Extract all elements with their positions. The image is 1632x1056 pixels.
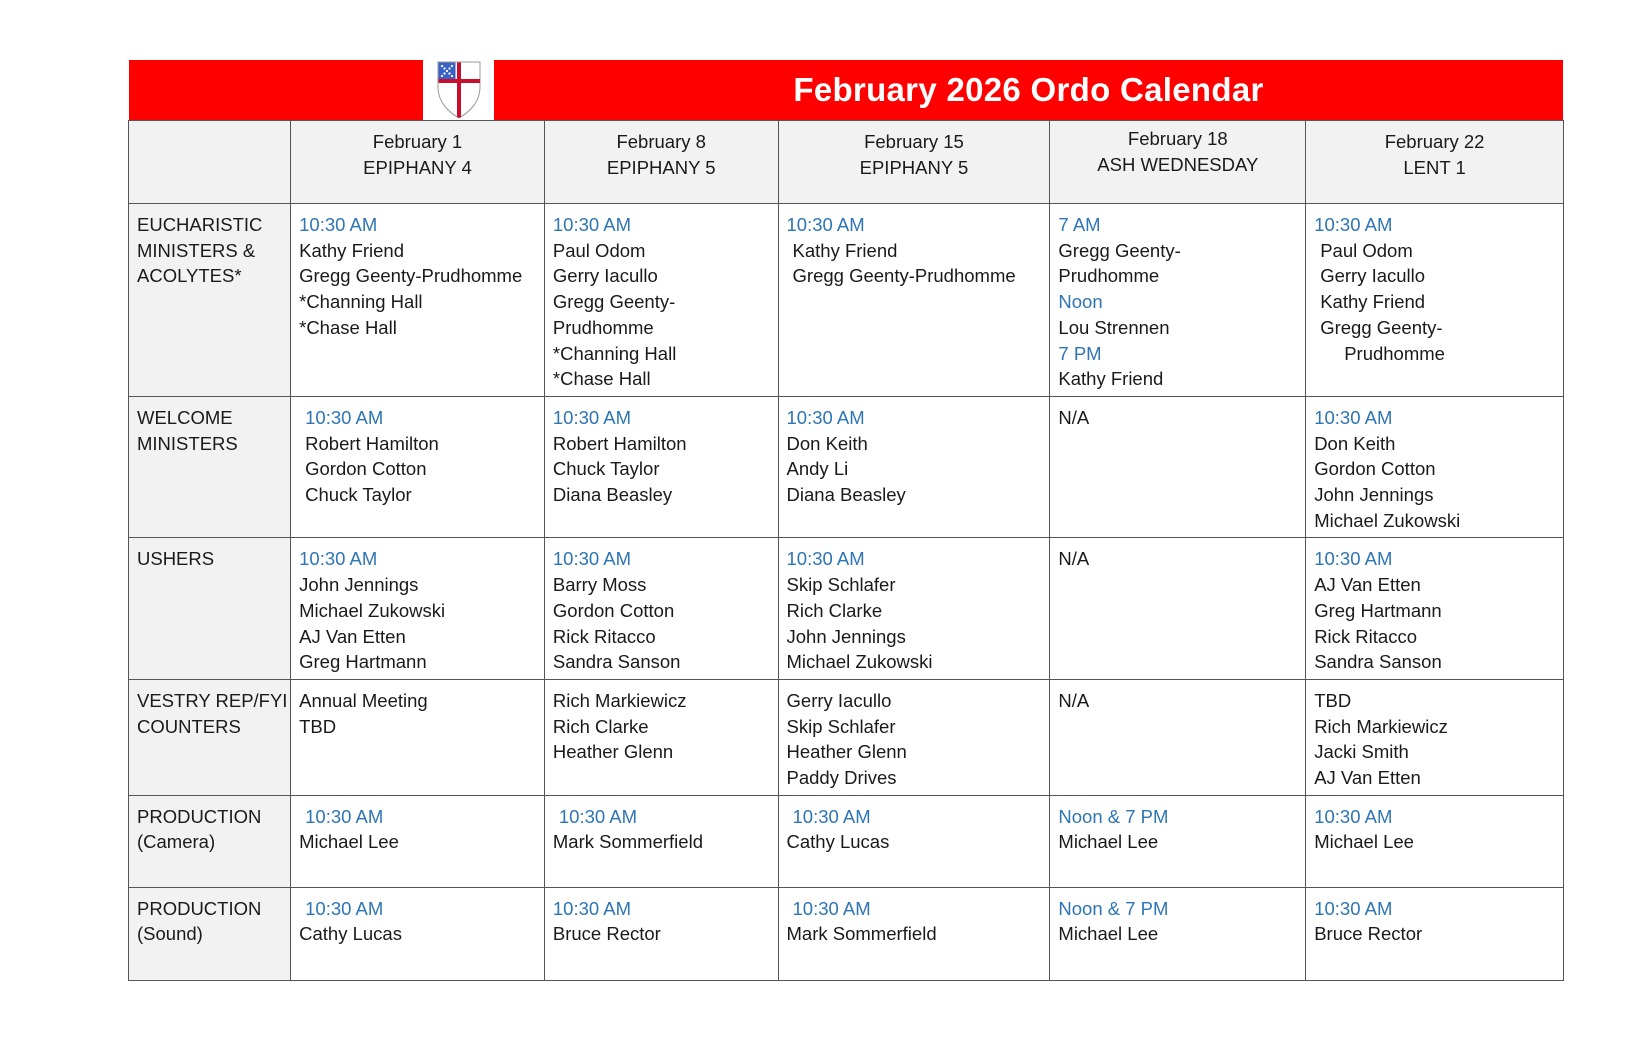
service-time: 10:30 AM bbox=[792, 805, 871, 827]
service-time: 10:30 AM bbox=[786, 214, 865, 235]
assignee-name: Paddy Drives bbox=[786, 767, 897, 789]
assignee-name: N/A bbox=[1058, 548, 1090, 570]
service-time: Noon & 7 PM bbox=[1058, 897, 1169, 919]
service-time: 10:30 AM bbox=[1314, 406, 1393, 428]
assignee-name: Lou Strennen bbox=[1058, 316, 1170, 338]
assignee-name: Diana Beasley bbox=[552, 484, 673, 506]
assignee-name: Michael Lee bbox=[299, 831, 399, 853]
assignee-name: Gordon Cotton bbox=[305, 458, 427, 480]
schedule-cell bbox=[1050, 204, 1306, 397]
column-date: February 1 bbox=[372, 131, 463, 152]
column-occasion: LENT 1 bbox=[1403, 156, 1466, 178]
row-label-text: MINISTERS bbox=[137, 432, 238, 454]
assignee-name: Rich Markiewicz bbox=[552, 689, 687, 711]
schedule-cell bbox=[291, 679, 545, 795]
assignee-name: Rich Clarke bbox=[552, 715, 649, 737]
assignee-name: Gerry Iacullo bbox=[1320, 265, 1426, 287]
assignee-name: Kathy Friend bbox=[792, 239, 898, 261]
service-time: 7 AM bbox=[1058, 214, 1101, 235]
schedule-cell bbox=[1306, 396, 1564, 538]
column-occasion: ASH WEDNESDAY bbox=[1097, 153, 1259, 175]
header-row bbox=[129, 121, 1564, 204]
row-label bbox=[129, 396, 291, 538]
schedule-cell bbox=[291, 396, 545, 538]
assignee-name: *Channing Hall bbox=[552, 342, 677, 364]
assignee-name: *Chase Hall bbox=[299, 316, 397, 338]
schedule-cell bbox=[1050, 396, 1306, 538]
assignee-name: Greg Hartmann bbox=[299, 651, 427, 673]
assignee-name: Robert Hamilton bbox=[305, 432, 439, 454]
assignee-name: Gordon Cotton bbox=[552, 599, 675, 621]
row-label bbox=[129, 679, 291, 795]
schedule-cell bbox=[291, 538, 545, 680]
page-title bbox=[494, 60, 1563, 120]
service-time: 10:30 AM bbox=[305, 406, 384, 428]
assignee-name: Gregg Geenty- bbox=[1058, 239, 1181, 261]
assignee-name: Kathy Friend bbox=[1058, 368, 1164, 390]
schedule-cell bbox=[1306, 795, 1564, 887]
assignee-name: Prudhomme bbox=[1344, 342, 1445, 364]
assignee-name: Skip Schlafer bbox=[786, 574, 896, 596]
assignee-name: Michael Zukowski bbox=[786, 651, 933, 673]
assignee-name: Barry Moss bbox=[552, 574, 647, 596]
schedule-cell bbox=[1306, 679, 1564, 795]
assignee-name: Cathy Lucas bbox=[786, 831, 890, 853]
row-label-text: PRODUCTION bbox=[137, 897, 262, 919]
service-time: Noon & 7 PM bbox=[1058, 805, 1169, 827]
service-time: 10:30 AM bbox=[305, 897, 384, 919]
assignee-name: Sandra Sanson bbox=[1314, 651, 1442, 673]
column-date: February 22 bbox=[1384, 131, 1485, 152]
assignee-name: Gregg Geenty-Prudhomme bbox=[792, 265, 1016, 287]
schedule-cell bbox=[1306, 887, 1564, 980]
service-time: 10:30 AM bbox=[786, 548, 865, 570]
row-label-text: VESTRY REP/FYI bbox=[137, 689, 288, 711]
assignee-name: Paul Odom bbox=[1320, 239, 1413, 261]
assignee-name: John Jennings bbox=[786, 625, 906, 647]
assignee-name: Michael Zukowski bbox=[299, 599, 446, 621]
assignee-name: Mark Sommerfield bbox=[786, 923, 937, 945]
column-header bbox=[1306, 121, 1564, 204]
schedule-cell bbox=[291, 795, 545, 887]
assignee-name: Rich Clarke bbox=[786, 599, 883, 621]
schedule-cell bbox=[778, 887, 1050, 980]
assignee-name: Gregg Geenty-Prudhomme bbox=[299, 265, 523, 287]
table-row bbox=[129, 204, 1564, 397]
row-label bbox=[129, 538, 291, 680]
column-occasion: EPIPHANY 4 bbox=[363, 156, 472, 178]
schedule-cell bbox=[1050, 887, 1306, 980]
assignee-name: Gregg Geenty- bbox=[552, 291, 676, 313]
row-label bbox=[129, 204, 291, 397]
assignee-name: Gregg Geenty- bbox=[1320, 316, 1443, 338]
page-title-text: February 2026 Ordo Calendar bbox=[793, 71, 1264, 108]
assignee-name: Michael Lee bbox=[1058, 923, 1159, 945]
row-label-text: (Camera) bbox=[137, 831, 216, 853]
row-label-text: WELCOME bbox=[137, 406, 233, 428]
assignee-name: John Jennings bbox=[1314, 484, 1434, 506]
schedule-cell bbox=[291, 887, 545, 980]
table-row bbox=[129, 679, 1564, 795]
episcopal-shield-icon bbox=[436, 61, 482, 119]
assignee-name: *Chase Hall bbox=[552, 368, 651, 390]
column-date: February 18 bbox=[1127, 128, 1228, 149]
assignee-name: Michael Lee bbox=[1058, 831, 1159, 853]
assignee-name: Kathy Friend bbox=[1320, 291, 1426, 313]
row-label-text: USHERS bbox=[137, 548, 215, 570]
schedule-cell bbox=[544, 396, 778, 538]
corner-cell bbox=[129, 121, 291, 204]
assignee-name: Michael Zukowski bbox=[1314, 509, 1461, 531]
schedule-cell bbox=[1306, 538, 1564, 680]
assignee-name: N/A bbox=[1058, 406, 1090, 428]
schedule-cell bbox=[544, 679, 778, 795]
assignee-name: Michael Lee bbox=[1314, 831, 1414, 853]
assignee-name: Annual Meeting bbox=[299, 689, 428, 711]
service-time: 10:30 AM bbox=[786, 406, 865, 428]
table-row bbox=[129, 795, 1564, 887]
schedule-cell bbox=[1050, 679, 1306, 795]
schedule-cell bbox=[778, 396, 1050, 538]
assignee-name: Gerry Iacullo bbox=[552, 265, 658, 287]
column-occasion: EPIPHANY 5 bbox=[606, 156, 716, 178]
assignee-name: Prudhomme bbox=[552, 316, 654, 338]
service-time: 10:30 AM bbox=[552, 214, 632, 235]
table-row bbox=[129, 396, 1564, 538]
schedule-cell bbox=[778, 795, 1050, 887]
row-label bbox=[129, 795, 291, 887]
column-header bbox=[778, 121, 1050, 204]
column-date: February 15 bbox=[864, 131, 964, 152]
assignee-name: Paul Odom bbox=[552, 239, 646, 261]
assignee-name: Don Keith bbox=[786, 432, 868, 454]
column-header bbox=[1050, 121, 1306, 204]
row-label-text: (Sound) bbox=[137, 923, 203, 945]
assignee-name: AJ Van Etten bbox=[1314, 574, 1421, 596]
assignee-name: Rick Ritacco bbox=[1314, 625, 1417, 647]
assignee-name: AJ Van Etten bbox=[1314, 767, 1421, 789]
assignee-name: Chuck Taylor bbox=[305, 484, 412, 506]
assignee-name: Rich Markiewicz bbox=[1314, 715, 1448, 737]
service-time: 10:30 AM bbox=[1314, 548, 1393, 570]
assignee-name: Bruce Rector bbox=[552, 923, 661, 945]
assignee-name: Skip Schlafer bbox=[786, 715, 896, 737]
row-label-text: ACOLYTES* bbox=[137, 265, 242, 287]
schedule-cell bbox=[544, 538, 778, 680]
service-time: 10:30 AM bbox=[552, 406, 632, 428]
row-label-text: MINISTERS & bbox=[137, 239, 256, 261]
schedule-cell bbox=[291, 204, 545, 397]
service-time: 7 PM bbox=[1058, 342, 1102, 364]
assignee-name: Andy Li bbox=[786, 458, 849, 480]
row-label bbox=[129, 887, 291, 980]
row-label-text: EUCHARISTIC bbox=[137, 214, 263, 235]
service-time: 10:30 AM bbox=[792, 897, 871, 919]
assignee-name: TBD bbox=[299, 715, 337, 737]
assignee-name: Cathy Lucas bbox=[299, 923, 402, 945]
schedule-cell bbox=[778, 538, 1050, 680]
assignee-name: AJ Van Etten bbox=[299, 625, 406, 647]
assignee-name: Don Keith bbox=[1314, 432, 1396, 454]
assignee-name: Sandra Sanson bbox=[552, 651, 681, 673]
row-label-text: PRODUCTION bbox=[137, 805, 262, 827]
service-time: 10:30 AM bbox=[1314, 214, 1393, 235]
table-row bbox=[129, 887, 1564, 980]
schedule-cell bbox=[778, 204, 1050, 397]
assignee-name: Gerry Iacullo bbox=[786, 689, 892, 711]
assignee-name: Diana Beasley bbox=[786, 484, 906, 506]
assignee-name: *Channing Hall bbox=[299, 291, 423, 313]
service-time: 10:30 AM bbox=[1314, 897, 1393, 919]
service-time: 10:30 AM bbox=[305, 805, 384, 827]
assignee-name: John Jennings bbox=[299, 574, 419, 596]
schedule-cell bbox=[544, 204, 778, 397]
service-time: Noon bbox=[1058, 291, 1103, 313]
schedule-cell bbox=[544, 887, 778, 980]
service-time: 10:30 AM bbox=[299, 214, 378, 235]
assignee-name: Rick Ritacco bbox=[552, 625, 656, 647]
assignee-name: TBD bbox=[1314, 689, 1352, 711]
logo bbox=[423, 60, 494, 120]
assignee-name: Gordon Cotton bbox=[1314, 458, 1436, 480]
service-time: 10:30 AM bbox=[558, 805, 638, 827]
column-occasion: EPIPHANY 5 bbox=[859, 156, 969, 178]
schedule-cell bbox=[1050, 795, 1306, 887]
schedule-cell bbox=[1050, 538, 1306, 680]
service-time: 10:30 AM bbox=[552, 548, 632, 570]
assignee-name: Chuck Taylor bbox=[552, 458, 660, 480]
assignee-name: Jacki Smith bbox=[1314, 741, 1409, 763]
assignee-name: Prudhomme bbox=[1058, 265, 1160, 287]
ordo-calendar-table bbox=[128, 120, 1564, 981]
column-date: February 8 bbox=[616, 131, 706, 152]
table-row bbox=[129, 538, 1564, 680]
assignee-name: Greg Hartmann bbox=[1314, 599, 1442, 621]
schedule-cell bbox=[544, 795, 778, 887]
assignee-name: Robert Hamilton bbox=[552, 432, 687, 454]
schedule-cell bbox=[778, 679, 1050, 795]
service-time: 10:30 AM bbox=[299, 548, 378, 570]
assignee-name: Kathy Friend bbox=[299, 239, 405, 261]
service-time: 10:30 AM bbox=[552, 897, 632, 919]
row-label-text: COUNTERS bbox=[137, 715, 241, 737]
assignee-name: Heather Glenn bbox=[552, 741, 674, 763]
assignee-name: Bruce Rector bbox=[1314, 923, 1423, 945]
service-time: 10:30 AM bbox=[1314, 805, 1393, 827]
assignee-name: N/A bbox=[1058, 689, 1090, 711]
column-header bbox=[544, 121, 778, 204]
column-header bbox=[291, 121, 545, 204]
assignee-name: Mark Sommerfield bbox=[552, 831, 703, 853]
assignee-name: Heather Glenn bbox=[786, 741, 907, 763]
schedule-cell bbox=[1306, 204, 1564, 397]
